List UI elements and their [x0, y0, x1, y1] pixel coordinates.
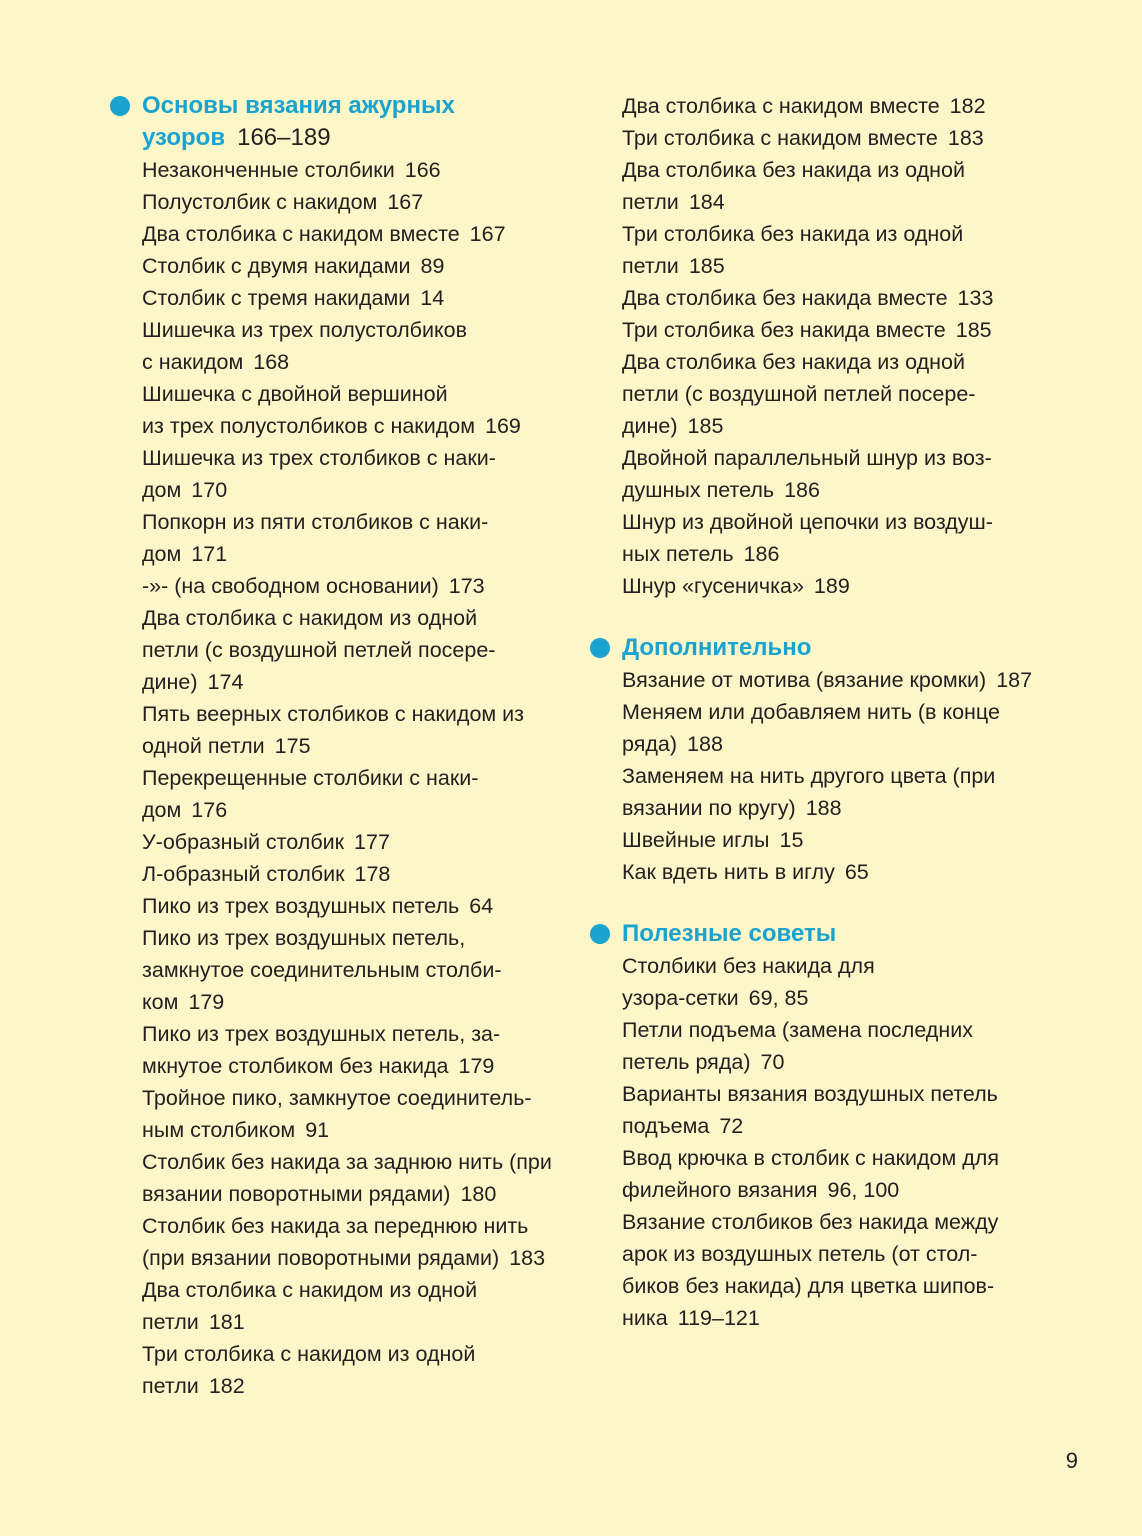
index-entry [108, 186, 568, 218]
entry-pages: 96, 100 [827, 1178, 900, 1202]
entry-text: подъема [622, 1114, 710, 1138]
index-entry [108, 282, 568, 314]
entry-line [108, 1146, 568, 1178]
index-entry [108, 1338, 568, 1402]
index-entry [588, 696, 1048, 760]
entry-line [588, 824, 1048, 856]
entry-line [108, 474, 568, 506]
index-entry [108, 1274, 568, 1338]
index-entry [108, 1146, 568, 1210]
entry-text: петли [622, 190, 679, 214]
index-entry [108, 506, 568, 570]
entry-line [588, 506, 1048, 538]
entry-list [588, 90, 1048, 602]
entry-text: Два столбика с накидом вместе [142, 222, 460, 246]
entry-text: петли [622, 254, 679, 278]
entry-text: филейного вязания [622, 1178, 818, 1202]
entry-text: Два столбика без накида из одной [622, 158, 966, 182]
entry-line [108, 634, 568, 666]
index-entry [108, 570, 568, 602]
entry-text: Пико из трех воздушных петель [142, 894, 460, 918]
entry-text: петли [142, 1374, 199, 1398]
entry-pages: 182 [949, 94, 986, 118]
entry-text: Три столбика с накидом из одной [142, 1342, 476, 1366]
index-entry [108, 250, 568, 282]
entry-line [588, 1078, 1048, 1110]
entry-line [588, 474, 1048, 506]
entry-pages: 167 [387, 190, 424, 214]
index-entry [588, 218, 1048, 282]
entry-text: У-образный столбик [142, 830, 345, 854]
entry-line [588, 696, 1048, 728]
entry-line [108, 794, 568, 826]
entry-pages: 174 [207, 670, 244, 694]
entry-text: Два столбика с накидом из одной [142, 1278, 478, 1302]
entry-text: мкнутое столбиком без накида [142, 1054, 449, 1078]
entry-text: Меняем или добавляем нить (в конце [622, 700, 1000, 724]
entry-text: из трех полустолбиков с накидом [142, 414, 475, 438]
entry-pages: 89 [420, 254, 445, 278]
entry-line [108, 954, 568, 986]
entry-text: (при вязании поворотными рядами) [142, 1246, 500, 1270]
entry-line [588, 1238, 1048, 1270]
entry-text: Перекрещенные столбики с наки- [142, 766, 479, 790]
index-entry [108, 762, 568, 826]
entry-text: Швейные иглы [622, 828, 770, 852]
entry-pages: 176 [191, 798, 228, 822]
entry-pages: 183 [947, 126, 984, 150]
index-entry [108, 858, 568, 890]
index-entry [108, 442, 568, 506]
entry-text: Вязание столбиков без накида между [622, 1210, 999, 1234]
entry-pages: 169 [485, 414, 521, 438]
entry-pages: 178 [354, 862, 391, 886]
entry-text: дине) [142, 670, 198, 694]
entry-text: одной петли [142, 734, 265, 758]
index-entry [108, 698, 568, 762]
entry-text: Столбик с двумя накидами [142, 254, 411, 278]
entry-text: Варианты вязания воздушных петель [622, 1082, 998, 1106]
entry-line [588, 664, 1048, 696]
entry-pages: 15 [779, 828, 804, 852]
entry-line [588, 90, 1048, 122]
entry-line [108, 346, 568, 378]
entry-line [588, 856, 1048, 888]
entry-text: арок из воздушных петель (от стол- [622, 1242, 978, 1266]
index-entry [588, 282, 1048, 314]
entry-pages: 179 [188, 990, 225, 1014]
entry-text: душных петель [622, 478, 775, 502]
entry-pages: 185 [688, 254, 725, 278]
entry-text: ника [622, 1306, 668, 1330]
entry-line [588, 570, 1048, 602]
entry-line [108, 1210, 568, 1242]
bullet-icon [590, 924, 610, 944]
entry-line [588, 1046, 1048, 1078]
entry-line [588, 950, 1048, 982]
entry-text: Два столбика без накида вместе [622, 286, 948, 310]
section-heading [588, 632, 1048, 664]
entry-line [588, 442, 1048, 474]
index-entry [588, 314, 1048, 346]
section-continued [588, 90, 1048, 602]
index-entry [108, 154, 568, 186]
entry-text: дом [142, 542, 182, 566]
entry-pages: 175 [274, 734, 311, 758]
entry-line [108, 218, 568, 250]
index-entry [588, 664, 1048, 696]
entry-text: петли (с воздушной петлей посере- [142, 638, 496, 662]
entry-pages: 185 [955, 318, 992, 342]
entry-line [108, 1114, 568, 1146]
entry-line [108, 858, 568, 890]
entry-line [108, 314, 568, 346]
entry-line [108, 666, 568, 698]
entry-text: Два столбика с накидом из одной [142, 606, 478, 630]
entry-line [108, 1178, 568, 1210]
entry-text: Шишечка из трех полустолбиков [142, 318, 467, 342]
index-entry [108, 314, 568, 378]
entry-line [588, 1206, 1048, 1238]
entry-text: Пять веерных столбиков с накидом из [142, 702, 525, 726]
entry-text: Два столбика без накида из одной [622, 350, 966, 374]
entry-text: Л-образный столбик [142, 862, 345, 886]
entry-pages: 173 [448, 574, 485, 598]
entry-text: Три столбика без накида из одной [622, 222, 964, 246]
entry-line [588, 346, 1048, 378]
section-title-line1: Основы вязания ажурных [142, 92, 455, 119]
entry-text: Три столбика без накида вместе [622, 318, 946, 342]
entry-pages: 168 [253, 350, 290, 374]
entry-line [108, 1018, 568, 1050]
entry-line [108, 1338, 568, 1370]
entry-text: петли (с воздушной петлей посере- [622, 382, 976, 406]
entry-line [108, 186, 568, 218]
entry-pages: 133 [957, 286, 994, 310]
entry-line [108, 890, 568, 922]
index-entry [588, 760, 1048, 824]
entry-text: вязании поворотными рядами) [142, 1182, 451, 1206]
entry-line [108, 986, 568, 1018]
section-openwork-basics [108, 90, 568, 1402]
entry-line [588, 728, 1048, 760]
entry-line [108, 698, 568, 730]
entry-pages: 72 [719, 1114, 744, 1138]
entry-text: Незаконченные столбики [142, 158, 395, 182]
entry-text: Петли подъема (замена последних [622, 1018, 973, 1042]
index-entry [588, 950, 1048, 1014]
entry-pages: 70 [760, 1050, 785, 1074]
entry-line [108, 154, 568, 186]
entry-line [108, 826, 568, 858]
entry-line [108, 506, 568, 538]
index-section [588, 918, 1048, 1334]
entry-text: Пико из трех воздушных петель, [142, 926, 466, 950]
entry-line [108, 1370, 568, 1402]
entry-text: биков без накида) для цветка шипов- [622, 1274, 995, 1298]
entry-text: Пико из трех воздушных петель, за- [142, 1022, 501, 1046]
entry-line [108, 1050, 568, 1082]
entry-line [588, 1110, 1048, 1142]
entry-text: -»- (на свободном основании) [142, 574, 439, 598]
entry-pages: 119–121 [677, 1306, 760, 1330]
entry-pages: 167 [469, 222, 506, 246]
entry-text: дом [142, 478, 182, 502]
entry-text: ком [142, 990, 179, 1014]
entry-line [108, 1306, 568, 1338]
entry-line [588, 410, 1048, 442]
index-entry [108, 602, 568, 698]
page-number: 9 [1065, 1448, 1078, 1473]
entry-text: Столбики без накида для [622, 954, 875, 978]
section-pages: 166–189 [237, 124, 331, 151]
entry-pages: 182 [208, 1374, 245, 1398]
entry-pages: 187 [996, 668, 1033, 692]
index-entry [588, 1142, 1048, 1206]
entry-text: Два столбика с накидом вместе [622, 94, 940, 118]
entry-text: Шишечка из трех столбиков с наки- [142, 446, 496, 470]
index-section [588, 632, 1048, 888]
section-title-line2: узоров [142, 124, 226, 151]
entry-line [588, 1270, 1048, 1302]
index-entry [108, 1018, 568, 1082]
section-title: Полезные советы [622, 920, 837, 947]
section-list [588, 632, 1048, 1334]
entry-list [108, 154, 568, 1402]
section-title: Дополнительно [622, 634, 812, 661]
entry-text: ных петель [622, 542, 734, 566]
section-heading [588, 918, 1048, 950]
index-entry [588, 442, 1048, 506]
left-column [108, 90, 568, 1432]
entry-pages: 91 [305, 1118, 330, 1142]
entry-pages: 180 [460, 1182, 497, 1206]
entry-text: Шишечка с двойной вершиной [142, 382, 448, 406]
entry-text: с накидом [142, 350, 244, 374]
entry-text: ным столбиком [142, 1118, 296, 1142]
entry-text: Ввод крючка в столбик с накидом для [622, 1146, 999, 1170]
entry-line [588, 122, 1048, 154]
entry-text: Попкорн из пяти столбиков с наки- [142, 510, 489, 534]
entry-text: Вязание от мотива (вязание кромки) [622, 668, 987, 692]
index-entry [588, 856, 1048, 888]
bullet-icon [110, 96, 130, 116]
entry-pages: 184 [688, 190, 725, 214]
entry-line [108, 282, 568, 314]
index-entry [588, 1014, 1048, 1078]
entry-text: Полустолбик с накидом [142, 190, 378, 214]
entry-line [108, 538, 568, 570]
entry-pages: 186 [784, 478, 820, 502]
entry-text: Как вдеть нить в иглу [622, 860, 835, 884]
index-entry [108, 378, 568, 442]
entry-pages: 188 [805, 796, 842, 820]
index-entry [108, 218, 568, 250]
entry-text: дине) [622, 414, 678, 438]
index-entry [588, 90, 1048, 122]
entry-line [588, 218, 1048, 250]
index-entry [108, 1082, 568, 1146]
entry-line [588, 760, 1048, 792]
entry-line [108, 922, 568, 954]
entry-pages: 179 [458, 1054, 495, 1078]
entry-line [108, 442, 568, 474]
entry-line [588, 1142, 1048, 1174]
entry-line [108, 378, 568, 410]
entry-line [108, 602, 568, 634]
bullet-icon [590, 638, 610, 658]
index-entry [588, 1078, 1048, 1142]
entry-text: Столбик с тремя накидами [142, 286, 411, 310]
entry-pages: 166 [404, 158, 441, 182]
entry-text: Три столбика с накидом вместе [622, 126, 938, 150]
entry-line [108, 1242, 568, 1274]
entry-line [588, 1174, 1048, 1206]
entry-text: Столбик без накида за заднюю нить (при [142, 1150, 552, 1174]
entry-line [588, 982, 1048, 1014]
entry-line [588, 154, 1048, 186]
entry-text: Заменяем на нить другого цвета (при [622, 764, 996, 788]
entry-text: петли [142, 1310, 199, 1334]
entry-line [588, 1302, 1048, 1334]
index-entry [588, 570, 1048, 602]
entry-pages: 189 [813, 574, 850, 598]
entry-line [108, 1274, 568, 1306]
index-entry [588, 346, 1048, 442]
entry-pages: 183 [509, 1246, 546, 1270]
entry-pages: 14 [420, 286, 445, 310]
entry-text: Шнур «гусеничка» [622, 574, 804, 598]
index-entry [108, 890, 568, 922]
entry-line [108, 570, 568, 602]
entry-pages: 171 [191, 542, 228, 566]
entry-pages: 170 [191, 478, 228, 502]
entry-text: узора-сетки [622, 986, 739, 1010]
entry-line [588, 282, 1048, 314]
entry-pages: 177 [354, 830, 390, 854]
entry-pages: 181 [208, 1310, 245, 1334]
entry-text: Тройное пико, замкнутое соединитель- [142, 1086, 532, 1110]
entry-pages: 186 [743, 542, 780, 566]
entry-line [108, 762, 568, 794]
index-entry [588, 122, 1048, 154]
index-entry [588, 824, 1048, 856]
entry-pages: 188 [687, 732, 723, 756]
index-entry [588, 1206, 1048, 1334]
entry-line [588, 1014, 1048, 1046]
entry-pages: 65 [844, 860, 869, 884]
entry-text: ряда) [622, 732, 678, 756]
entry-line [108, 1082, 568, 1114]
entry-line [588, 792, 1048, 824]
entry-pages: 185 [687, 414, 724, 438]
index-entry [108, 826, 568, 858]
entry-line [108, 250, 568, 282]
entry-text: Столбик без накида за переднюю нить [142, 1214, 529, 1238]
index-entry [108, 922, 568, 1018]
index-entry [108, 1210, 568, 1274]
entry-text: Двойной параллельный шнур из воз- [622, 446, 992, 470]
entry-line [588, 538, 1048, 570]
right-column [588, 90, 1048, 1364]
entry-line [108, 410, 568, 442]
entry-line [588, 186, 1048, 218]
entry-text: вязании по кругу) [622, 796, 796, 820]
entry-pages: 69, 85 [748, 986, 809, 1010]
entry-text: петель ряда) [622, 1050, 751, 1074]
entry-pages: 64 [469, 894, 494, 918]
entry-text: дом [142, 798, 182, 822]
index-entry [588, 154, 1048, 218]
entry-line [588, 378, 1048, 410]
index-entry [588, 506, 1048, 570]
entry-line [588, 314, 1048, 346]
entry-text: Шнур из двойной цепочки из воздуш- [622, 510, 993, 534]
entry-line [108, 730, 568, 762]
section-heading [108, 90, 568, 154]
entry-text: замкнутое соединительным столби- [142, 958, 502, 982]
entry-line [588, 250, 1048, 282]
